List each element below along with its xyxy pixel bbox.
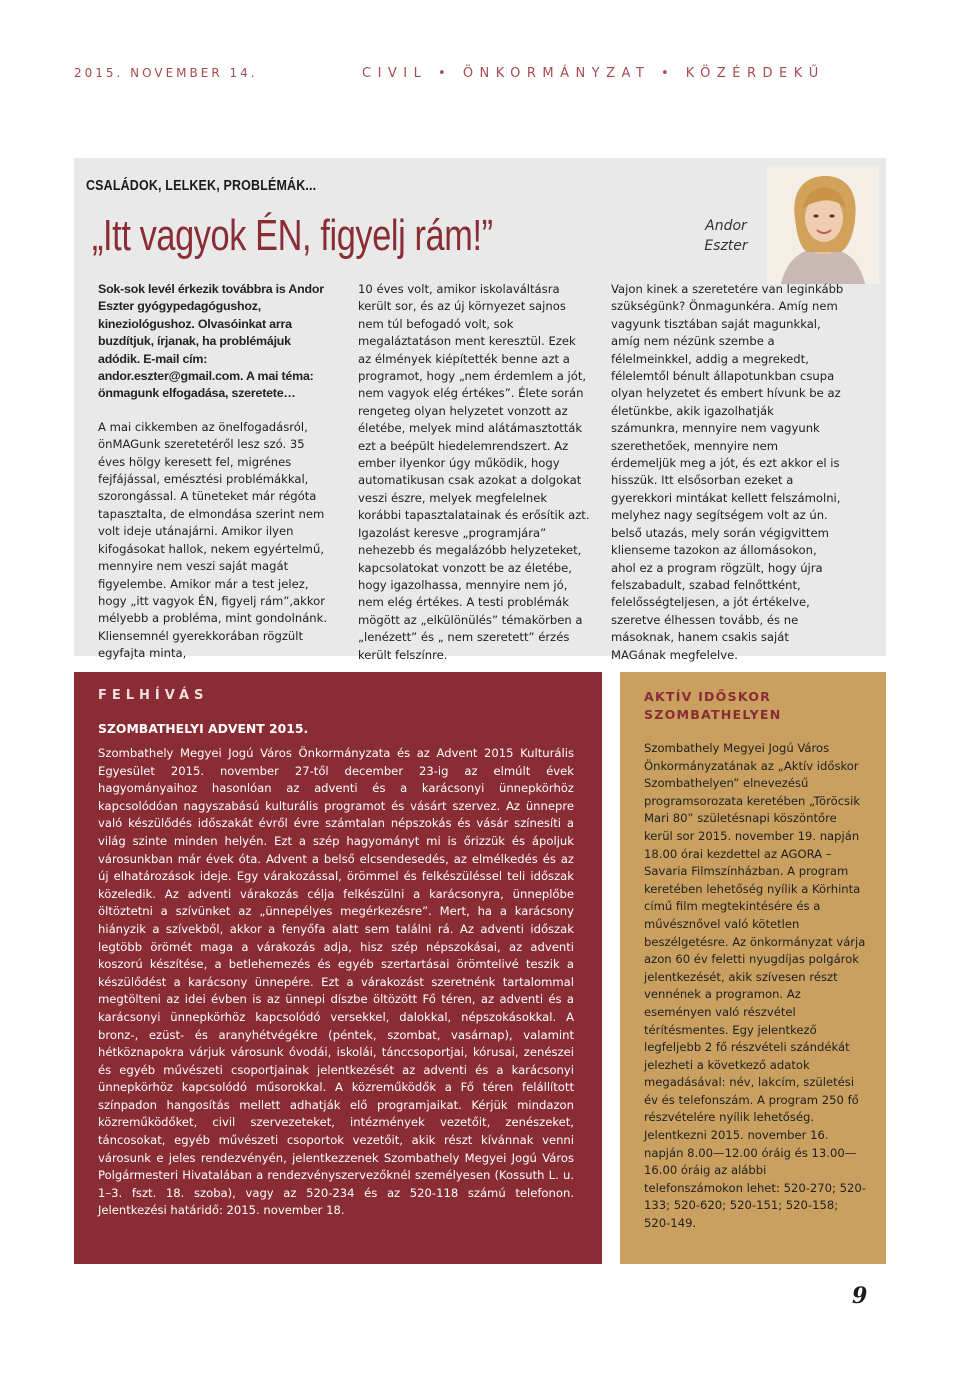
section-tagline: CIVIL • ÖNKORMÁNYZAT • KÖZÉRDEKŰ bbox=[362, 66, 825, 81]
article-body-3: Vajon kinek a szeretetére van leginkább szükségünk? Önmagunkéra. Amíg nem vagyunk tisztában saját magunkkal, amíg nem nézünk szembe a félelmeinkkel, addig a megrekedt, félelemtől bénult állapotunkban csupa olyan helyzetet és embert hívunk be az életünkbe, akik igazolhatják számunkra, mennyire nem vagyunk szerethetőek, mennyire nem érdemeljük meg a jót, és ezt akkor el is hisszük. Itt elsősorban ezeket a gyerekkori mintákat kellett felszámolni, melyhez nagy segítségem volt az ún. belső utazás, mely során végigvittem klienseme tazokon az állomásokon, ahol ez a program rögzült, hogy újra felszabadult, szabad felnőttként, felelősségteljesen, a jót értékelve, szeretve élhessen tovább, és ne másoknak, hanem csakis saját MAGának megfelelve. bbox=[611, 282, 844, 662]
article-rubric: CSALÁDOK, LELKEK, PROBLÉMÁK... bbox=[86, 178, 317, 194]
author-first-line: Andor bbox=[705, 218, 747, 234]
issue-date: 2015. NOVEMBER 14. bbox=[74, 66, 258, 80]
article-lead: Sok-sok levél érkezik továbbra is Andor Eszter gyógypedagógushoz, kineziológushoz. Olvasóinkat arra buzdítjuk, írjanak, ha problémájuk adódik. E-mail cím: andor.eszter@gmail.com. A mai téma: önmagunk elfogadása, szeretete… bbox=[98, 282, 324, 401]
article-column-3 bbox=[611, 281, 845, 664]
author-second-line: Eszter bbox=[704, 238, 748, 254]
call-kicker: FELHÍVÁS bbox=[98, 688, 209, 703]
article-column-1 bbox=[98, 281, 330, 663]
aktiv-idoskor-box bbox=[620, 672, 886, 1264]
aktiv-title: AKTÍV IDŐSKOR SZOMBATHELYEN bbox=[644, 689, 782, 722]
article-column-2 bbox=[358, 281, 590, 664]
article-headline: „Itt vagyok ÉN, figyelj rám!” bbox=[92, 211, 493, 260]
author-portrait bbox=[767, 166, 879, 284]
call-title: SZOMBATHELYI ADVENT 2015. bbox=[98, 721, 309, 736]
page-number: 9 bbox=[852, 1283, 868, 1309]
author-byline bbox=[686, 216, 766, 256]
article-body-1: A mai cikkemben az önelfogadásról, önMAGunk szeretetéről lesz szó. 35 éves hölgy keresett fel, migrénes fejfájással, emésztési problémákkal, szorongással. A tüneteket már régóta tapasztalta, de elmondása szerint nem volt ideje utánajárni. Amikor ilyen kifogásokat hallok, nekem egyértelmű, mennyire nem veszi saját magát figyelembe. Amikor már a test jelez, hogy „itt vagyok ÉN, figyelj rám”,akkor mélyebb a probléma, mint gondolnánk. Kliensemnél gyerekkorában rögzült egyfajta minta, bbox=[98, 419, 328, 661]
aktiv-body: Szombathely Megyei Jogú Város Önkormányzatának az „Aktív időskor Szombathelyen” elnevezésű programsorozata keretében „Töröcsik Mari 80” születésnapi köszöntőre kerül sor 2015. november 19. napján 18.00 órai kezdettel az AGORA – Savaria Filmszínházban. A program keretében lehetőség nyílik a Körhinta című film megtekintésére és a művésznővel való kötetlen beszélgetésre. Az önkormányzat várja azon 60 év feletti nyugdíjas polgárok jelentkezését, akik szívesen részt vennének a programon. Az eseményen való részvétel térítésmentes. Egy jelentkező legfeljebb 2 fő részvételi szándékát jelezheti a következő adatok megadásával: név, lakcím, születési év és telefonszám. A program 250 fő részvételére nyílik lehetőség. Jelentkezni 2015. november 16. napján 8.00—12.00 óráig és 13.00—16.00 óráig az alábbi telefonszámokon lehet: 520-270; 520-133; 520-620; 520-151; 520-158; 520-149. bbox=[644, 741, 866, 1231]
article-body-2: 10 éves volt, amikor iskolaváltásra került sor, és az új környezet sajnos nem túl befogadó volt, sok megaláztatáson ment keresztül. Ezek az élmények kiépítették benne azt a programot, hogy „nem érdemlem a jót, nem vagyok elég értékes”. Élete során rengeteg olyan helyzetet vonzott az életébe, melyek mind alátámasztották ezt a beépült hiedelemrendszert. Az ember ilyenkor úgy működik, hogy automatikusan csak azokat a dolgokat veszi észre, melyek megfelelnek korábbi tapasztalatainak és erősítik azt. Igazolást keresve „programjára” nehezebb és megalázóbb helyzeteket, kapcsolatokat vonzott be az életébe, hogy igazolhassa, mennyire nem jó, nem elég értékes. A testi problémák mögött az „elkülönülés” témakörben a „lenézett” és „ nem szeretett” érzés került felszínre. bbox=[358, 282, 590, 662]
advent-call-box bbox=[74, 672, 602, 1264]
portrait-illustration bbox=[767, 166, 879, 284]
call-body: Szombathely Megyei Jogú Város Önkormányzata és az Advent 2015 Kulturális Egyesület 2015. november 27-től december 23-ig az elmúlt évek hagyományaihoz hasonlóan az adventi és a karácsonyi ünnepkörhöz kapcsolódóan nagyszabású kulturális programot és vásárt szervez. Az ünnepre való készülődés időszakát évről évre számtalan népszokás és vásár színesíti a világ szinte minden helyén. Ezt a szép hagyományt mi is őrizzük és ápoljuk városunkban már évek óta. Advent a belső elcsendesedés, az elmélkedés és az új elhatározások ideje. Egy várakozással, örömmel és felkészüléssel teli időszak közeledik. Az adventi várakozás célja felkészülni a karácsonyra, ünneplőbe öltöztetni a szívünket az „ünnepélyes megérkezésre”. Mert, ha a karácsony hiányzik a szívekből, akkor a fenyőfa alatt sem találni rá. Az adventi időszak legtöbb örömét maga a várakozás adja, hisz szép népszokásai, az adventi koszorú készítése, a betlehemezés és egyéb szertartásai örömtelivé teszik a készülődést a karácsony ünnepére. Ezt a várakozást szeretnénk tartalommal megtölteni az idei évben is az ünnepi díszbe öltözött Fő téren, az adventi és a karácsonyi ünnepkörhöz kapcsolódó versekkel, dalokkal, népszokásokkal. A bronz-, ezüst- és aranyhétvégékre (péntek, szombat, vasárnap), valamint hétköznapokra várjuk városunk óvodái, iskolái, tánccsoportjai, kórusai, zenészei és egyéb művészeti csoportjainak jelentkezését az adventi és a karácsonyi ünnepkörhöz kapcsolódó műsorokkal. A közreműködők a Fő téren felállított színpadon hangosítás mellett adhatják elő programjaikat. Kérjük mindazon közreműködőket, civil szervezeteket, intézmények vezetőit, zenészeket, táncosokat, egyéb művészeti csoportok vezetőit, akik részt kívánnak venni városunk e jeles rendezvényén, jelentkezzenek Szombathely Megyei Jogú Város Polgármesteri Hivatalában a rendezvényszervezőknél személyesen (Kossuth L. u. 1–3. fszt. 18. szoba), vagy az 520-234 és az 520-118 számú telefonon. Jelentkezési határidő: 2015. november 18. bbox=[98, 746, 574, 1218]
